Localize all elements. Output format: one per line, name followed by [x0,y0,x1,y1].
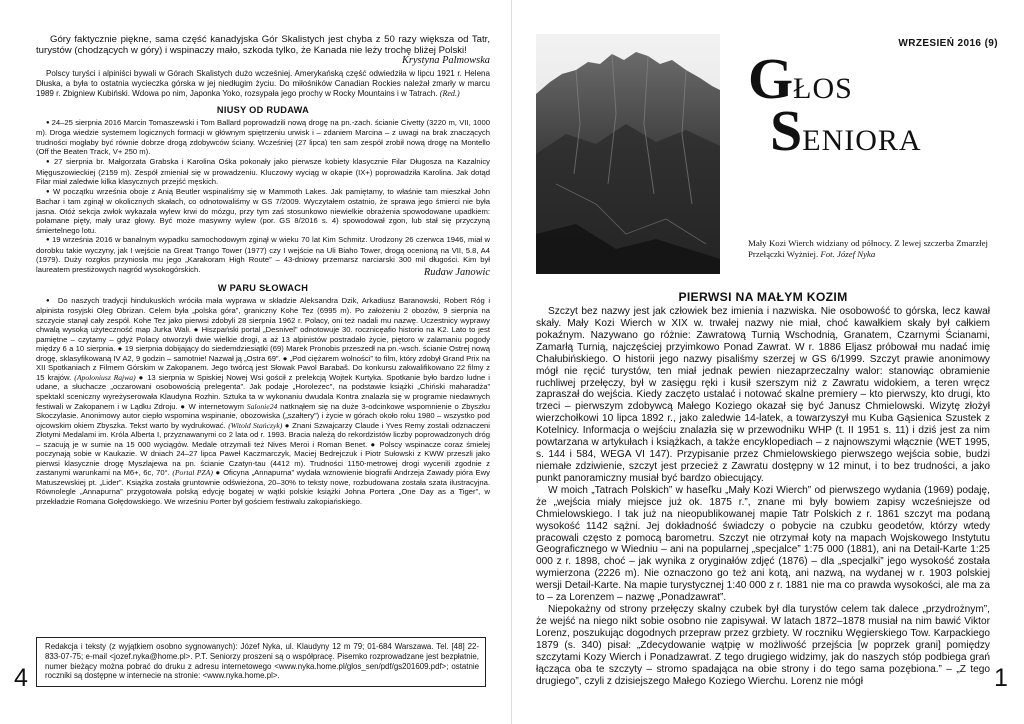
w-paru-slowach-section [36,296,490,507]
article-paragraph: Niepokażny od strony przełęczy skalny czubek był dla turystów celem tak dalece „przydrożnym”, że wejść na niego nikt sobie osobno nie zapisywał. W latach 1872–1878 musiał na nim bawić Viktor Lorenz, poszukując dogodnych przepraw przez grzbiety. W roczniku Węgierskiego Tow. Karpackiego 1879 (s. 340) pisał: „Zdecydowanie wątpię w możliwość przejścia [w poprzek grani] pomiędzy szczytami Kozy Wierch i Ponadzawrat. Z tego drugiego widzimy, jak do naszych stóp podbiega grań łącząca oba te szczyty – stromo spadająca na obie strony i do tego sama pozębiona.” – „Z tego drugiego”, czyli z dzisiejszego Małego Koziego Wierchu. Lorenz nie mógł [536,604,990,687]
wps-part3: natknąłem się na duże 3-odcinkowe wspomnienie o Zbyszku Skoczylasie. Anonimowy autor ciepło wspomina wspinanie, obozowiska („szałtery”) i życie w górach około roku 1980 – wszystko pod ojcowskim okiem Zbyszka. Tekst warto by wydrukować. [36,401,491,430]
caption-credit: Fot. Józef Nyka [820,249,876,260]
article-title: PIERWSI NA MAŁYM KOZIM [678,290,848,304]
page-number-right: 1 [994,664,1008,692]
niusy-item: ● 19 września 2016 w banalnym wypadku samochodowym zginął w wieku 70 lat Kim Schmitz. Urodzony 26 czerwca 1946, miał w dorobku takie wyczyny, jak I wejście na Great Trango Tower (1977) czy I wejście na Uli Biaho Tower, drogą ocenioną na VII, 5.8, A4 (1979). Duży rozgłos przyniosła mu jego „Karakoram High Route” – 43-dniowy przemarsz narciarski 300 mil długości. Kim był laureatem prestiżowych nagród wysokogórskich. [36,235,490,274]
masthead-logo [748,46,922,163]
editor-note-text: Polscy turyści i alpiniści bywali w Górach Skalistych dużo wcześniej. Amerykańską część odwiedziła w lipcu 1921 r. Helena Dłuska, a była to ostatnia wycieczka górska w jej niedługim życiu. Do miłośników Canadian Rockies należał zmarły w marcu 1989 r. Zbigniew Kubiński. Wdowa po nim, Japonka Yoko, rozsypała jego prochy w Rocky Mountains i w Tatrach. [36,69,490,98]
intro-paragraph: Góry faktycznie piękne, sama część kanadyjska Gór Skalistych jest chyba z 50 razy większa od Tatr, turystów (chodzących w góry) i wspinaczy mało, szkoda tylko, że Kanada nie leży trochę bliżej Polski! [36,34,490,57]
wps-sig1: (Apoloniusz Rajwa) [74,372,136,382]
photo-caption [748,238,988,261]
section-title-w-paru-slowach: W PARU SŁOWACH [217,282,309,293]
right-page [512,0,1024,724]
article-paragraph: W moich „Tatrach Polskich” w haseľku „Mały Kozi Wierch” od pierwszego wydania (1969) podaję, że „wejścia miały miejsce już ok. 1875 r.”, znane mi były bowiem zapisy wcześniejsze od Chmielowskiego. I tak już na nieopublikowanej mapie Tatr Polskich z r. 1861 szczyt ma podaną wysokość 1142 sążni. Jej dokładność świadczy o pobycie na czubku geodetów, którzy wtedy pracowali często z pomocą barometru. Szczyt nie otrzymał koty na mapach Wojskowego Instytutu Geograficznego w Wiedniu – ani na popularnej „specjalce” 1:75 000 (1881), ani na Detail-Karte 1:25 000 z r. 1898, choć – jak wynika z oryginałów zdjęć (1876) – dla „specjalki” jego wysokość została wymierzona (2226 m). Nie oznaczono go też ani kotą, ani nazwą, na wydanej w r. 1903 polskiej wersji Detail-Karte. Na mapie turystycznej 1:40 000 z r. 1881 nie ma co prawda wysokości, ale ma za to – za Lorenzem – nazwę „Ponadzawrat”. [536,484,990,604]
logo-eniora: ENIORA [802,124,922,157]
wps-part1: Do naszych tradycji hindukuskich wróciła mała wyprawa w składzie Aleksandra Dzik, Arkadiusz Baranowski, Robert Róg i alpinista rosyjski Oleg Obrizan. Celem była „polska góra”, graniczny Kohe Tez (6995 m). Po założeniu 2 obozów, 9 sierpnia na szczycie stanął cały zespół. Kohe Tez jako pierwsi zdobyli 28 sierpnia 1962 r. Polacy, oni też nadali mu nazwę. Uczestnicy wyprawy chwalą wysoką użyteczność map Jurka Wali. ● Hiszpański portal „Desnivel” odnotowuje 30. rocznicęafio historio na K2. Lato to jest pamiętne – czytamy – gdyż Polacy otworzyli dwie wielkie drogi, a aż 13 alpinistów postradało życie, piętoro w zalamaniu pogody między 6 a 10 sierpnia. ● 19 sierpnia dobijający do siedemdziesiątki (69) Marek Pronobis przeszedł na pn.-wsch. ścianie Ostrej nową drogę, sklasyfikowaną IV A2, 9 godzin – samotnie! Nazwał ją „Ostra 69”. ● „Pod ciężarem wolności” to film, który zdobył Grand Prix na XII Spotkaniach z Filmem Górskim w Zakopanem. Jego twórcą jest Słowak Pavol Barabaš. Do konkursu zakwalifikowano 22 filmy z 15 krajów. [36,295,491,382]
caption-text: Mały Kozi Wierch widziany od północy. Z lewej szczerba Zmarzłej Przełączki Wyżniej. [748,238,988,260]
mountain-illustration [536,34,720,274]
page-number-left: 4 [14,664,28,692]
wps-part5: ● Oficyna „Annapurna” wydała wznowienie biografii Andrzeja Zawady pióra Ewy Matuszewskiej pt. „Lider”. Książka została gruntownie odświeżona, 20–30% to teksty nowe, rozbudowana została szata ilustracyjna. Równolegle „Annapurna” przygotowała polską edycję bogatej w wątki polskie książki Johna Portera „One Day as a Tiger”, w przekładzie Romana Gołędowskiego. We wrześniu Porter był gościem festiwalu zakopiańskiego. [36,468,490,507]
wps-em: Salonie24 [246,401,278,411]
wps-sig3: (Portal PZA) [172,468,213,478]
editor-note-sig: (Red.) [439,89,460,98]
logo-los: ŁOS [793,72,853,105]
niusy-item: ● W początku września oboje z Anią Beutler wspinaliśmy się w Mammoth Lakes. Jak pamiętamy, to właśnie tam mieszkał John Bachar i tam zginął w okolicznych skałach, co odnotowaliśmy w GS 7/2009. Wyczytałem ostatnio, że sprawa jego śmierci nie była jasna. Otóż sekcja zwłok wykazała wylew krwi do mózgu, przy tym zaś stosunkowo niewielkie obrażenia spowodowane upadkiem: połamane pięty, mały uraz głowy. Być może masywny wylew (por. GS 8/2016 s. 4) spowodował zgon, lub stał się przyczyną śmiertelnego lotu. [36,187,490,236]
wps-part2: ● 13 sierpnia w Spiskiej Nowej Wsi gościł z prelekcją Wojtek Kurtyka. Spotkanie było bardzo ludne i udane, a słuchacze „oczarowani osobowością prelegenta”. Jak podaje „Horolezec”, na podstawie książki „Chiński maharadża” spektakl sceniczny wyreżyserowała Klaudyna Rozhin. Sztuka ta w wykonaniu dwudala Kontra znalazła się w programie niedawnych festiwali w Zakopanem i w Lądku Zdroju. ● W internetowym [36,372,490,411]
section-title-niusy: NIUSY OD RUDAWA [216,104,310,115]
logo-letter-s: S [770,98,803,163]
wps-sig2: (Witold Stańczyk) [228,420,283,430]
article-body [536,306,990,688]
editorial-footer: Redakcja i teksty (z wyjątkiem osobno sygnowanych): Józef Nyka, ul. Klaudyny 12 m 79; 01-684 Warszawa. Tel. [48] 22-833-07-75; e-mail <jozef.nyka@home.pl>. P.T. Seniorzy proszeni są o współpracę. Pisemko rozprowadzane jest bezpłatnie, numer bieżący można pobrać do druku z adresu internetowego <www.nyka.home.pl/glos_sen/pdf/gs201609.pdf>; ostatnie roczniki są dostępne w internecie na stronie: <www.nyka.home.pl>. [36,637,486,687]
niusy-signature: Rudaw Janowic [423,266,490,278]
intro-signature: Krystyna Palmowska [401,55,490,67]
mountain-photo [536,34,720,274]
article-paragraph: Szczyt bez nazwy jest jak człowiek bez imienia i nazwiska. Nie osobowość to górska, lecz kawał skały. Mały Kozi Wierch w XIX w. trwałej nazwy nie miał, choć kawałkiem skały był całkiem pokaźnym. Nazywano go różnie: Zawratową Turnią Wschodnią, Granatem, Czarnymi Ścianami, Zamarłą Turnią, najczęściej przyimkowo Ponad Zawrat. W r. 1886 Eljasz próbował mu nadać imię Chałubińskiego. O historii jego nazwy pisaliśmy szerzej w GS 6/1999. Szczyt prawie anonimowy mógł nie ręcić turystów, ten miał jednak pewien niezaprzeczalny walor: stanowiąc obramienie ruchliwej przełęczy, był w zasięgu ręki i kusił szerszym niż z Zawratu widokiem, a teren wręcz zapraszał do wejścia. Kiedy zaczęto ustalać i notować skalne premiery – kto pierwszy, kto drugi, kto trzeci – pierwszym zdobywcą Małego Koziego okazał się być Janusz Chmielowski. Wizytę złożył wierzchołkowi 10 lipca 1892 r., jako zaledwie 14-latek, a towarzyszył mu Kuba Gąsienica Szustek z Kotelnicy. Informacja o wejściu znalazła się w przewodniku WHP (t. II 1951 s. 11) i dziś jest za nim powtarzana w artykułach i książkach, a także encyklopediach – z najnowszymi włącznie (WET 1995, s. 144 i 584, WEGA VI 147). Przypisanie przez Chmielowskiego pierwszego wejścia sobie, budzi niemałe zdziwienie, szczyt jest przecież z Zawratu dostępny w 12 minut, i to bez trudności, a jako punkt panoramiczny musiał być bardzo obiecujący. [536,306,990,484]
w-paru-slowach-text [36,296,490,507]
niusy-item: ● 27 sierpnia br. Małgorzata Grabska i Karolina Ośka pokonały jako pierwsze kobiety klasycznie Filar Długosza na Kazalnicy Mięguszowieckiej (2159 m). Zespół zmieniał się w prowadzeniu. Kluczowy wyciąg w okapie (IX+) poprowadziła Karolina. Jak dotąd Filar miał zaledwie kilka klasycznych przejść męskich. [36,157,490,187]
niusy-item: ● 24–25 sierpnia 2016 Marcin Tomaszewski i Tom Ballard poprowadzili nową drogę na pn.-zach. ścianie Civetty (3220 m, VII, 1000 m). Droga wiedzie systemem logicznych formacji w głównym spiętrzeniu urwisk i – zdaniem Marcina – z uwagi na brak znaczących trudności mogłaby być równie dobrze drogą zdobywców ściany. Wcześniej (27 lipca) ten sam zespół zrobił nową drogę na Montello (Off the Beaten Track, V+ 250 m). [36,118,490,157]
niusy-section [36,118,490,279]
logo-letter-g: G [748,46,794,111]
wps-part4: ● Znani Szwajcarzy Claude i Yves Remy zostali odznaczeni Złotymi Medalami im. Króla Alberta I, przyznawanymi co 2 lata od r. 1993. Bracia należą do rekordzistów liczby poprowadzonych dróg – szacują je w sumie na 15 000 wyciągów. Medale otrzymali też Nives Meroi i Roman Benet. ● Polscy wspinacze coraz śmielej poczynają sobie w Kaukazie. W dniach 24–27 lipca Paweł Kaczmarczyk, Maciej Bedrejczuk i Piotr Sułowski z KWW przeszli jako pierwsi klasycznie drogę Myszlajewa na pn. ścianie Czatyn-tau (4412 m). Trudności 1150-metrowej drogi wycenili zgodnie z zastanymi warunkami na M6+, 6c, 70°. [36,420,491,478]
left-column [36,34,490,507]
editor-note [36,69,490,98]
issue-date: WRZESIEŃ 2016 (9) [898,38,998,49]
